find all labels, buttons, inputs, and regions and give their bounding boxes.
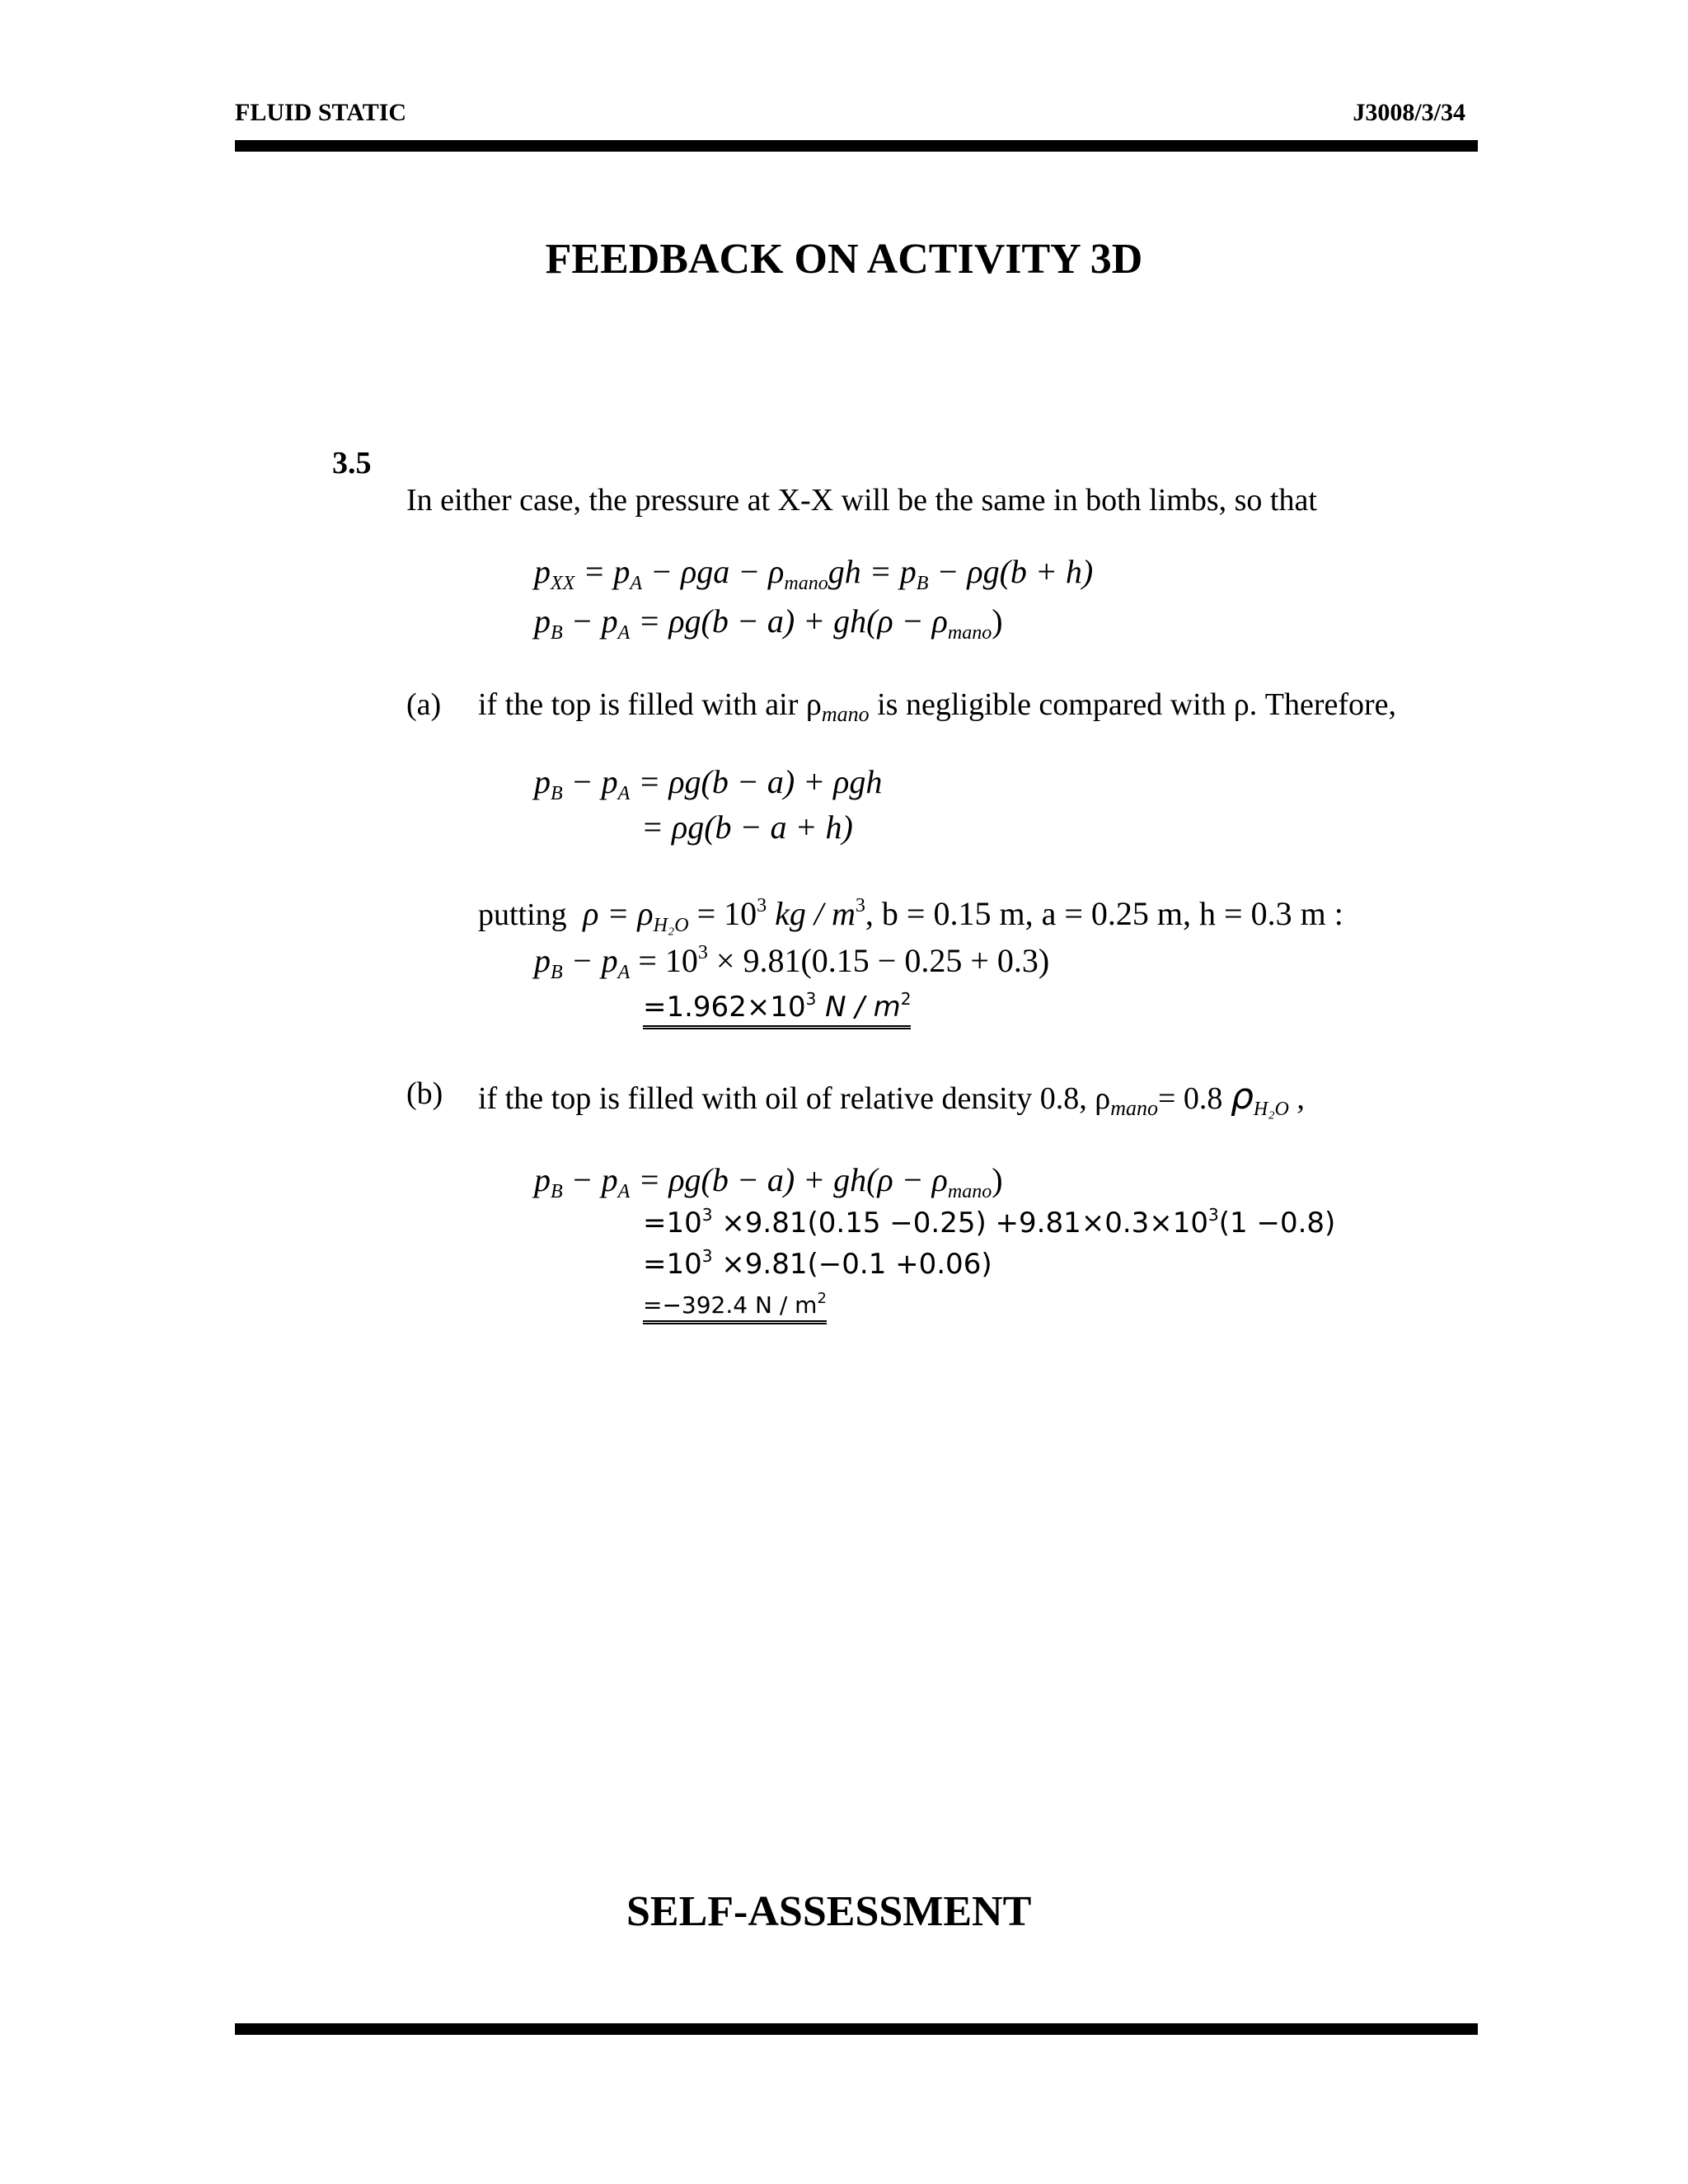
intro-text: In either case, the pressure at X-X will be the same in both limbs, so that: [406, 483, 1317, 518]
header-rule: [235, 140, 1478, 152]
putting-line: putting $\rho = \rho_{H_2O} = 10^3$ kg / $m^3$, b = 0.15 m, a = 0.25 m, h = 0.3 m :: [478, 895, 1343, 936]
section-number: 3.5: [332, 446, 372, 480]
equation-pxx: $p_{XX} = p_A - \rho ga - \rho_{mano}gh = p_B - \rho g(b + h)$: [534, 553, 1094, 594]
case-a-equation-2: = ρg(b − a + h): [641, 808, 853, 846]
case-a-equation-1: $p_B - p_A = \rho g(b - a) + \rho gh$: [534, 763, 883, 804]
case-b-result: =−392.4 N / $m^2$: [643, 1290, 827, 1319]
case-b-equation-2: $=10^3 \times 9.81(0.15 -0.25) +9.81\times 0.3\times 10^3(1 -0.8)$: [643, 1205, 1336, 1240]
case-b-text: if the top is filled with oil of relative density 0.8, $\rho_{mano}= 0.8$ $\rho_{H_2O}$ ,: [478, 1076, 1305, 1120]
case-a-calculation: $p_B - p_A = 10^3 \times 9.81(0.15 - 0.25 + 0.3)$: [534, 942, 1050, 983]
equation-pb-pa: $p_B - p_A = \rho g(b - a) + gh(\rho - \rho_{mano})$: [534, 602, 1003, 644]
case-a-text: if the top is filled with air $\rho_{mano}$ is negligible compared with ρ. Therefore,: [478, 687, 1397, 726]
case-b-equation-1: $p_B - p_A = \rho g(b - a) + gh(\rho - \rho_{mano})$: [534, 1161, 1003, 1202]
self-assessment-heading: SELF-ASSESSMENT: [626, 1888, 1032, 1935]
header-right: J3008/3/34: [1353, 99, 1465, 126]
header-left: FLUID STATIC: [235, 99, 407, 126]
case-b-equation-3: $=10^3 \times 9.81(-0.1 +0.06)$: [643, 1246, 992, 1281]
case-b-label: (b): [406, 1076, 443, 1111]
case-a-label: (a): [406, 687, 442, 722]
page-title: FEEDBACK ON ACTIVITY 3D: [545, 236, 1143, 283]
footer-rule: [235, 2023, 1478, 2035]
case-a-result: $=1.962\times 10^3$ N / $m^2$: [643, 989, 911, 1024]
